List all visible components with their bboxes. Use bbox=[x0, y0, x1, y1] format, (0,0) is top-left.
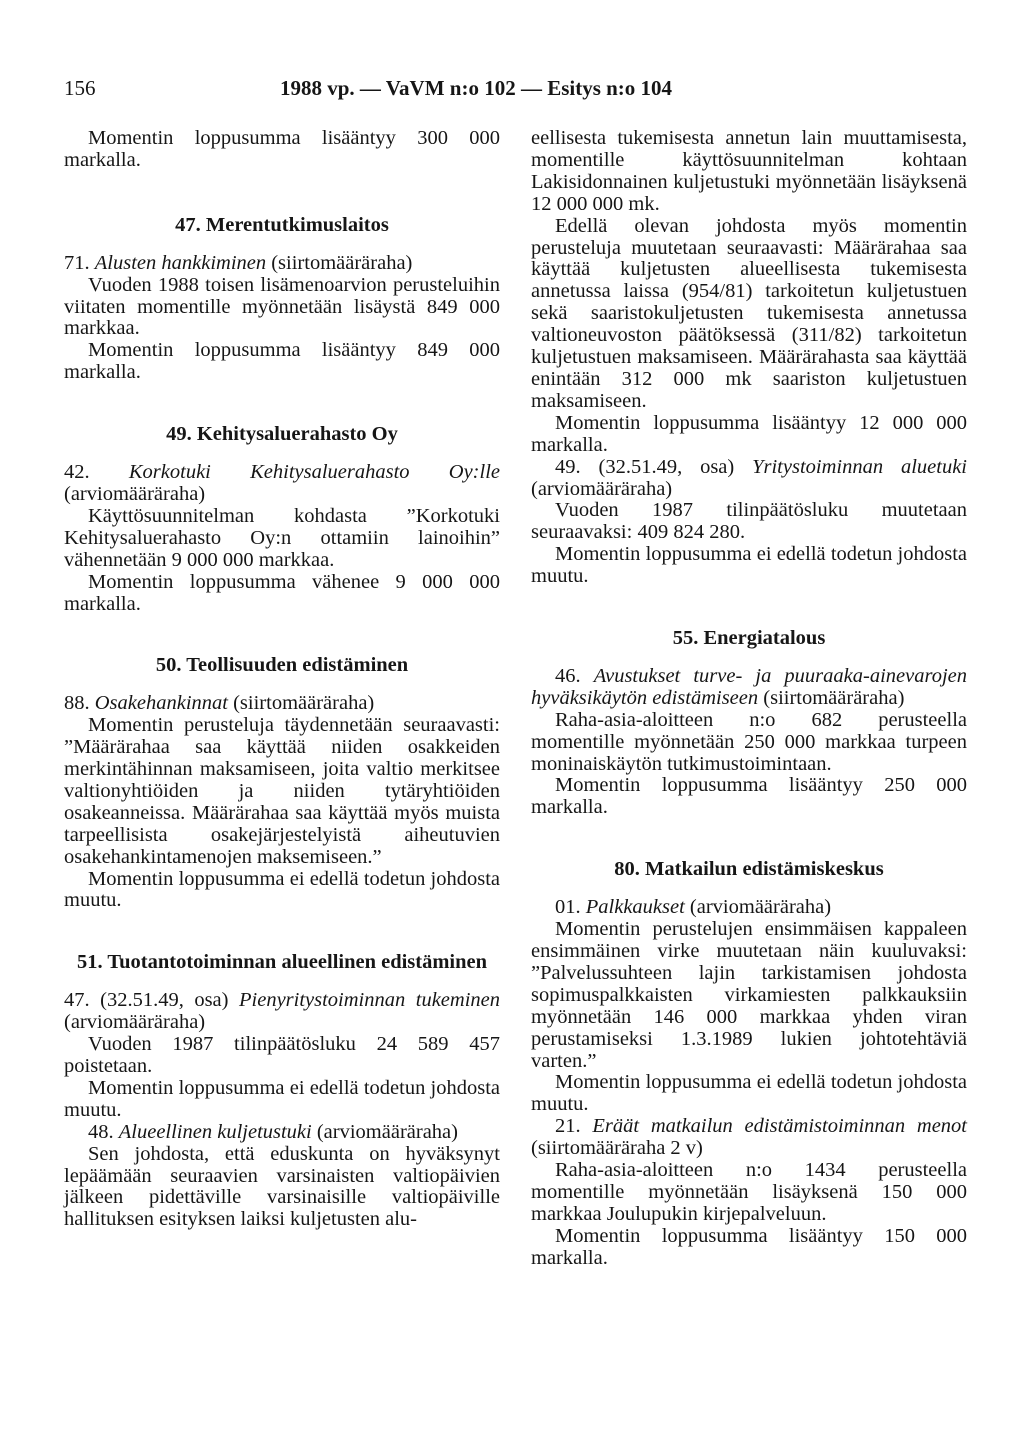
item-21-heading: 21. Eräät matkailun edistämistoiminnan menot (siirtomääräraha 2 v) bbox=[531, 1115, 967, 1160]
item-46-body: Raha-asia-aloitteen n:o 682 perusteella momentille myönnetään 250 000 markkaa turpeen moninaiskäytön tutkimustoimintaan. bbox=[531, 708, 967, 775]
heading-47: 47. Merentutkimuslaitos bbox=[175, 213, 389, 236]
item-01-title: Palkkaukset bbox=[585, 896, 685, 919]
item-49-sum: Momentin loppusumma ei edellä todetun johdosta muutu. bbox=[531, 543, 967, 588]
page-number: 156 bbox=[64, 76, 96, 100]
running-head bbox=[64, 76, 964, 106]
heading-49: 49. Kehitysaluerahasto Oy bbox=[166, 423, 398, 446]
item-48-body: Sen johdosta, että eduskunta on hyväksynyt lepäämään seuraavien varsinaisten valtiopäivien jälkeen pidettäville varsinaisille valtiopäiville hallituksen esityksen laiksi kuljetusten alu- bbox=[64, 1142, 500, 1231]
right-continuation: eellisesta tukemisesta annetun lain muuttamisesta, momentille käyttösuunnitelman kohtaan Lakisidonnainen kuljetustuki myönnetään lisäyksenä 12 000 000 mk. bbox=[531, 127, 967, 215]
item-88-heading: 88. Osakehankinnat (siirtomääräraha) bbox=[64, 692, 375, 715]
left-p1: Momentin loppusumma lisääntyy 300 000 markalla. bbox=[64, 127, 500, 171]
item-42-sum: Momentin loppusumma vähenee 9 000 000 markalla. bbox=[64, 570, 500, 615]
item-42-heading: 42. Korkotuki Kehitysaluerahasto Oy:lle (arviomääräraha) bbox=[64, 461, 500, 505]
item-88-sum: Momentin loppusumma ei edellä todetun johdosta muutu. bbox=[64, 867, 500, 912]
item-21-body: Raha-asia-aloitteen n:o 1434 perusteella momentille myönnetään lisäyksenä 150 000 markkaa Joulupukin kirjepalveluun. bbox=[531, 1159, 967, 1225]
item-71-body: Vuoden 1988 toisen lisämenoarvion perusteluihin viitaten momentille myönnetään lisäystä 849 000 markkaa. bbox=[64, 273, 500, 340]
item-47-heading: 47. (32.51.49, osa) Pienyritystoiminnan tukeminen (arviomääräraha) bbox=[64, 989, 500, 1034]
item-48-heading: 48. Alueellinen kuljetustuki (arviomääräraha) bbox=[88, 1120, 458, 1143]
heading-50: 50. Teollisuuden edistäminen bbox=[155, 654, 409, 677]
item-01-sum: Momentin loppusumma ei edellä todetun johdosta muutu. bbox=[531, 1071, 967, 1116]
item-46-heading: 46. Avustukset turve- ja puuraaka-ainevarojen hyväksikäytön edistämiseen (siirtomääräraha) bbox=[531, 664, 967, 709]
item-71-sum: Momentin loppusumma lisääntyy 849 000 markalla. bbox=[64, 339, 500, 384]
item-47-body: Vuoden 1987 tilinpäätösluku 24 589 457 poistetaan. bbox=[64, 1033, 500, 1077]
item-47-title: Pienyritystoiminnan tukeminen bbox=[239, 989, 500, 1012]
item-71-heading: 71. Alusten hankkiminen (siirtomääräraha) bbox=[64, 251, 413, 274]
item-88-title: Osakehankinnat bbox=[94, 692, 228, 715]
right-column bbox=[531, 128, 967, 1270]
item-49-title: Yritystoiminnan aluetuki bbox=[752, 455, 967, 478]
item-21-title: Eräät matkailun edistämistoiminnan menot bbox=[592, 1115, 967, 1138]
item-01-body: Momentin perustelujen ensimmäisen kappaleen ensimmäinen virke muutetaan näin kuuluvaksi: ”Palvelussuhteen lajin tarkistamisen johdosta sopimuspalkkaisten virkamiesten palkkauksiin myönnetään 146 000 markkaa yhden viran perustamiseksi 1.3.1989 lukien johtotehtäviä varten.” bbox=[531, 918, 967, 1072]
item-42-body: Käyttösuunnitelman kohdasta ”Korkotuki Kehitysaluerahasto Oy:n ottamiin lainoihin” vähennetään 9 000 000 markkaa. bbox=[64, 504, 500, 571]
item-88-body: Momentin perusteluja täydennetään seuraavasti: ”Määrärahaa saa käyttää niiden osakkeiden merkintähinnan maksamiseen, joita valtio merkitsee valtionyhtiöiden ja niiden tytäryhtiöiden osakeanneissa. Määrärahaa saa käyttää myös muista tarpeellisista osakejärjestelyistä aiheutuvien osakehankintamenojen maksemiseen.” bbox=[64, 714, 500, 868]
item-21-sum: Momentin loppusumma lisääntyy 150 000 markalla. bbox=[531, 1224, 967, 1269]
heading-55: 55. Energiatalous bbox=[672, 627, 826, 650]
item-46-sum: Momentin loppusumma lisääntyy 250 000 markalla. bbox=[531, 774, 967, 819]
item-48-title: Alueellinen kuljetustuki bbox=[118, 1120, 312, 1143]
right-p2: Edellä olevan johdosta myös momentin perusteluja muutetaan seuraavasti: Määrärahaa saa käyttää kuljetusten alueellisesta tukemisesta annetussa laissa (954/81) tarkoitetun kuljetustuen sekä saaristokuljetusten tukemisesta annetussa valtioneuvoston päätöksessä (311/82) tarkoitetun kuljetustuen maksamiseen. Määrärahasta saa käyttää enintään 312 000 mk saariston kuljetustuen maksamiseen. bbox=[531, 214, 967, 412]
item-49-body: Vuoden 1987 tilinpäätösluku muutetaan seuraavaksi: 409 824 280. bbox=[531, 499, 967, 544]
item-47-sum: Momentin loppusumma ei edellä todetun johdosta muutu. bbox=[64, 1076, 500, 1121]
item-49-heading: 49. (32.51.49, osa) Yritystoiminnan aluetuki (arviomääräraha) bbox=[531, 455, 967, 500]
heading-80: 80. Matkailun edistämiskeskus bbox=[614, 858, 884, 881]
item-42-title: Korkotuki Kehitysaluerahasto Oy:lle bbox=[128, 461, 500, 484]
item-71-title: Alusten hankkiminen bbox=[94, 251, 267, 274]
item-01-heading: 01. Palkkaukset (arviomääräraha) bbox=[555, 896, 832, 919]
item-46-title: Avustukset turve- ja puuraaka-ainevarojen hyväksikäytön edistämiseen bbox=[531, 664, 967, 709]
right-p3: Momentin loppusumma lisääntyy 12 000 000 markalla. bbox=[531, 411, 967, 456]
heading-51: 51. Tuotantotoiminnan alueellinen edistäminen bbox=[76, 951, 488, 974]
left-column bbox=[64, 128, 500, 1231]
running-title: 1988 vp. — VaVM n:o 102 — Esitys n:o 104 bbox=[280, 76, 673, 100]
